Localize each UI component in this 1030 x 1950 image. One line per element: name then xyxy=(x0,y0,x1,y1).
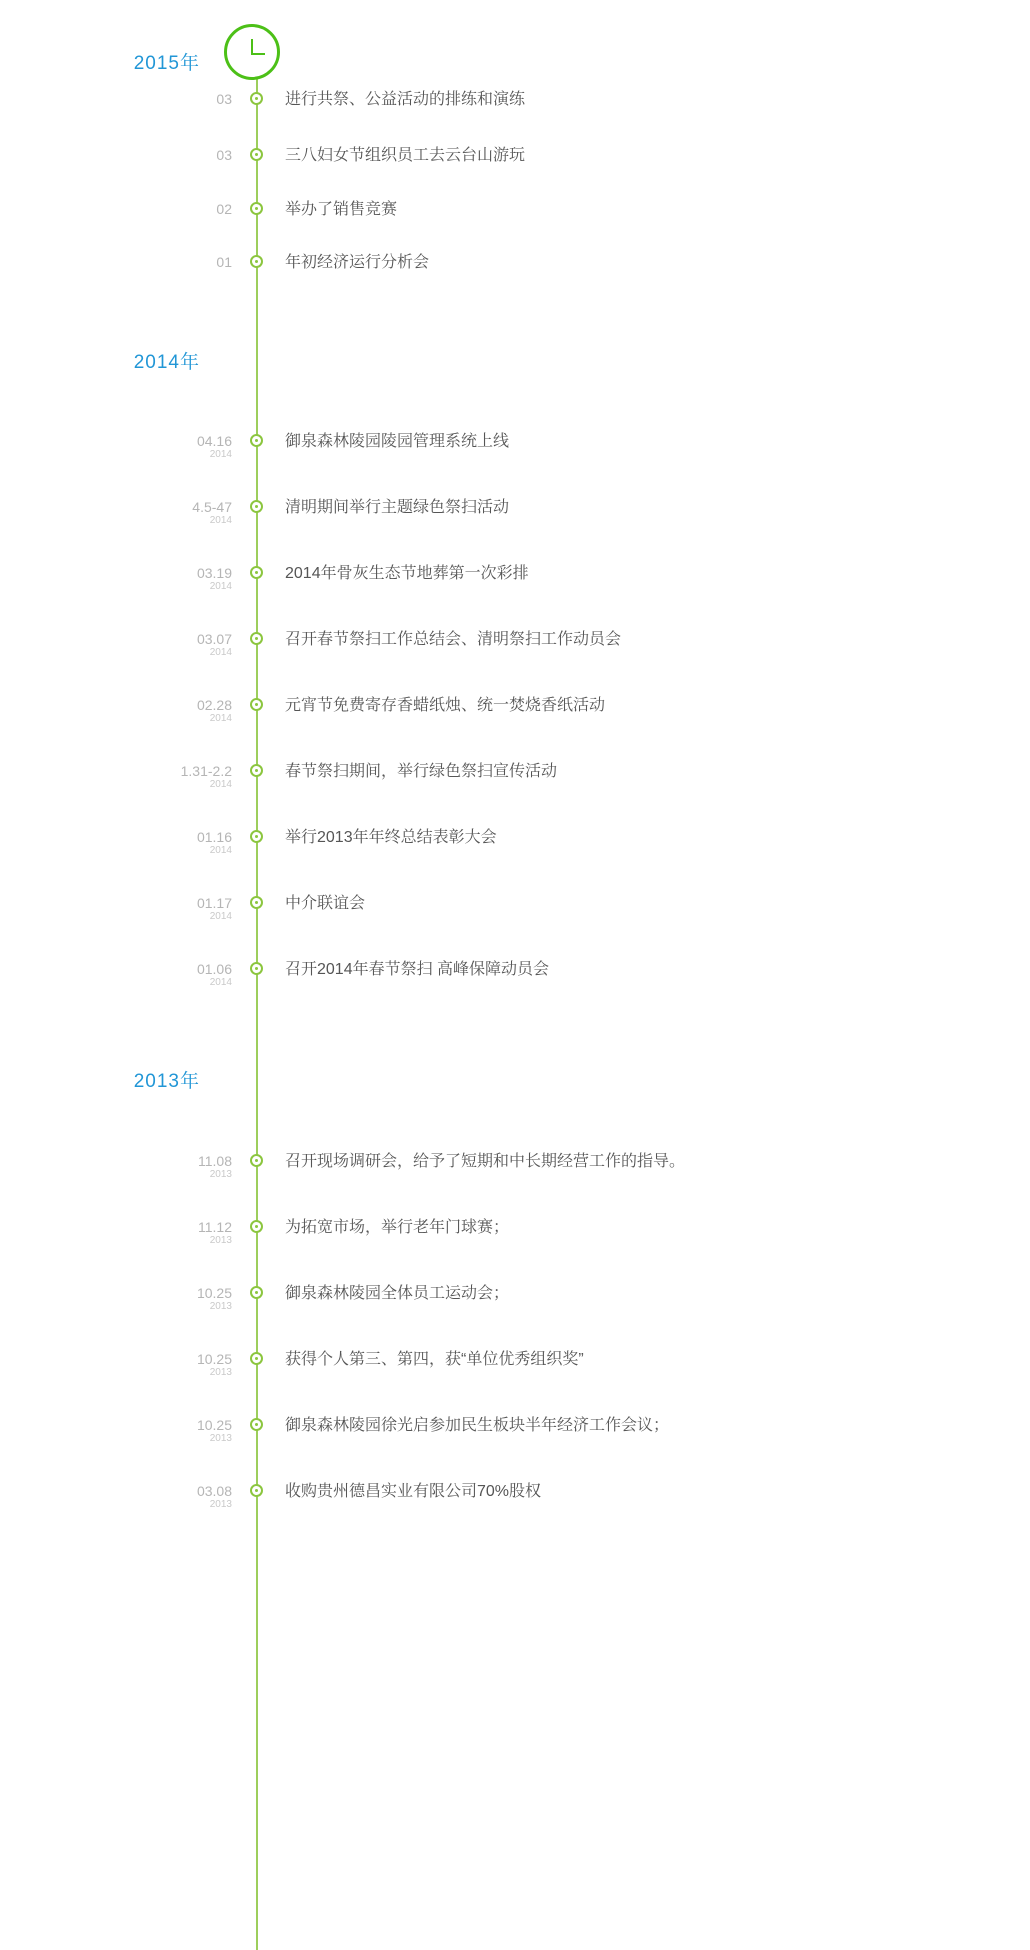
event-date: 03 xyxy=(216,147,232,163)
timeline-event[interactable] xyxy=(0,960,1030,1000)
clock-hand-horizontal xyxy=(251,53,265,55)
timeline-event[interactable] xyxy=(0,253,1030,293)
timeline-event[interactable] xyxy=(0,146,1030,186)
event-date: 1.31-2.2 xyxy=(180,763,232,779)
event-description: 元宵节免费寄存香蜡纸烛、统一焚烧香纸活动 xyxy=(285,697,606,714)
event-description: 举行2013年年终总结表彰大会 xyxy=(285,829,497,846)
timeline-node-icon xyxy=(250,500,263,513)
timeline-event[interactable] xyxy=(0,1218,1030,1258)
timeline-event[interactable] xyxy=(0,828,1030,868)
event-date: 01.06 xyxy=(196,961,232,977)
event-year: 2014 xyxy=(209,977,232,988)
timeline-year-heading: 2015年 xyxy=(133,53,200,74)
timeline-event[interactable] xyxy=(0,696,1030,736)
clock-icon xyxy=(224,24,280,80)
event-description: 获得个人第三、第四，获“单位优秀组织奖” xyxy=(285,1351,584,1368)
timeline-node-icon xyxy=(250,1154,263,1167)
event-date: 4.5-47 xyxy=(192,499,232,515)
timeline-event[interactable] xyxy=(0,1284,1030,1324)
event-year: 2013 xyxy=(209,1301,232,1312)
event-date: 02.28 xyxy=(196,697,232,713)
timeline-year-heading: 2013年 xyxy=(133,1071,200,1092)
event-description: 春节祭扫期间，举行绿色祭扫宣传活动 xyxy=(285,763,558,780)
timeline-node-icon xyxy=(250,434,263,447)
event-date: 03.19 xyxy=(196,565,232,581)
event-description: 举办了销售竞赛 xyxy=(285,201,398,218)
timeline-node-icon xyxy=(250,202,263,215)
event-date: 11.12 xyxy=(198,1219,232,1235)
timeline-node-icon xyxy=(250,962,263,975)
timeline-node-icon xyxy=(250,92,263,105)
event-date: 01.17 xyxy=(196,895,232,911)
event-date: 03 xyxy=(216,91,232,107)
event-description: 三八妇女节组织员工去云台山游玩 xyxy=(285,147,526,164)
timeline-node-icon xyxy=(250,255,263,268)
event-date: 01 xyxy=(216,254,232,270)
timeline-axis xyxy=(256,52,258,1950)
event-date: 03.08 xyxy=(196,1483,232,1499)
event-year: 2014 xyxy=(209,515,232,526)
timeline-node-icon xyxy=(250,1286,263,1299)
event-description: 召开2014年春节祭扫 高峰保障动员会 xyxy=(285,961,550,978)
event-description: 中介联谊会 xyxy=(285,895,366,912)
timeline-node-icon xyxy=(250,1352,263,1365)
event-year: 2014 xyxy=(209,779,232,790)
event-date: 10.25 xyxy=(196,1285,232,1301)
event-year: 2014 xyxy=(209,647,232,658)
event-year: 2014 xyxy=(209,845,232,856)
timeline-node-icon xyxy=(250,1418,263,1431)
timeline-event[interactable] xyxy=(0,630,1030,670)
timeline-event[interactable] xyxy=(0,1350,1030,1390)
timeline-node-icon xyxy=(250,566,263,579)
timeline-node-icon xyxy=(250,764,263,777)
event-description: 年初经济运行分析会 xyxy=(285,254,430,271)
event-description: 御泉森林陵园徐光启参加民生板块半年经济工作会议； xyxy=(285,1417,670,1434)
event-date: 11.08 xyxy=(198,1153,232,1169)
timeline-node-icon xyxy=(250,1220,263,1233)
event-date: 04.16 xyxy=(196,433,232,449)
event-date: 03.07 xyxy=(196,631,232,647)
timeline-event[interactable] xyxy=(0,1152,1030,1192)
event-description: 收购贵州德昌实业有限公司70%股权 xyxy=(285,1483,542,1500)
event-description: 御泉森林陵园陵园管理系统上线 xyxy=(285,433,510,450)
event-date: 10.25 xyxy=(196,1351,232,1367)
event-year: 2013 xyxy=(209,1367,232,1378)
timeline-node-icon xyxy=(250,830,263,843)
timeline-event[interactable] xyxy=(0,90,1030,130)
timeline-event[interactable] xyxy=(0,432,1030,472)
timeline-node-icon xyxy=(250,896,263,909)
timeline-node-icon xyxy=(250,1484,263,1497)
event-year: 2014 xyxy=(209,713,232,724)
event-year: 2014 xyxy=(209,581,232,592)
timeline-event[interactable] xyxy=(0,1482,1030,1522)
event-year: 2014 xyxy=(209,449,232,460)
timeline-event[interactable] xyxy=(0,1416,1030,1456)
timeline-event[interactable] xyxy=(0,498,1030,538)
timeline-node-icon xyxy=(250,698,263,711)
timeline-event[interactable] xyxy=(0,200,1030,240)
event-description: 进行共祭、公益活动的排练和演练 xyxy=(285,91,526,108)
event-description: 2014年骨灰生态节地葬第一次彩排 xyxy=(285,565,529,582)
event-description: 清明期间举行主题绿色祭扫活动 xyxy=(285,499,510,516)
timeline-node-icon xyxy=(250,632,263,645)
event-year: 2013 xyxy=(209,1169,232,1180)
timeline-node-icon xyxy=(250,148,263,161)
timeline-year-heading: 2014年 xyxy=(133,352,200,373)
event-description: 御泉森林陵园全体员工运动会； xyxy=(285,1285,510,1302)
event-description: 召开现场调研会，给予了短期和中长期经营工作的指导。 xyxy=(285,1153,686,1170)
event-year: 2013 xyxy=(209,1499,232,1510)
event-date: 01.16 xyxy=(196,829,232,845)
event-description: 召开春节祭扫工作总结会、清明祭扫工作动员会 xyxy=(285,631,622,648)
event-year: 2013 xyxy=(209,1235,232,1246)
timeline-event[interactable] xyxy=(0,762,1030,802)
timeline-event[interactable] xyxy=(0,894,1030,934)
event-date: 10.25 xyxy=(196,1417,232,1433)
event-description: 为拓宽市场，举行老年门球赛； xyxy=(285,1219,510,1236)
event-date: 02 xyxy=(216,201,232,217)
event-year: 2014 xyxy=(209,911,232,922)
timeline-event[interactable] xyxy=(0,564,1030,604)
event-year: 2013 xyxy=(209,1433,232,1444)
